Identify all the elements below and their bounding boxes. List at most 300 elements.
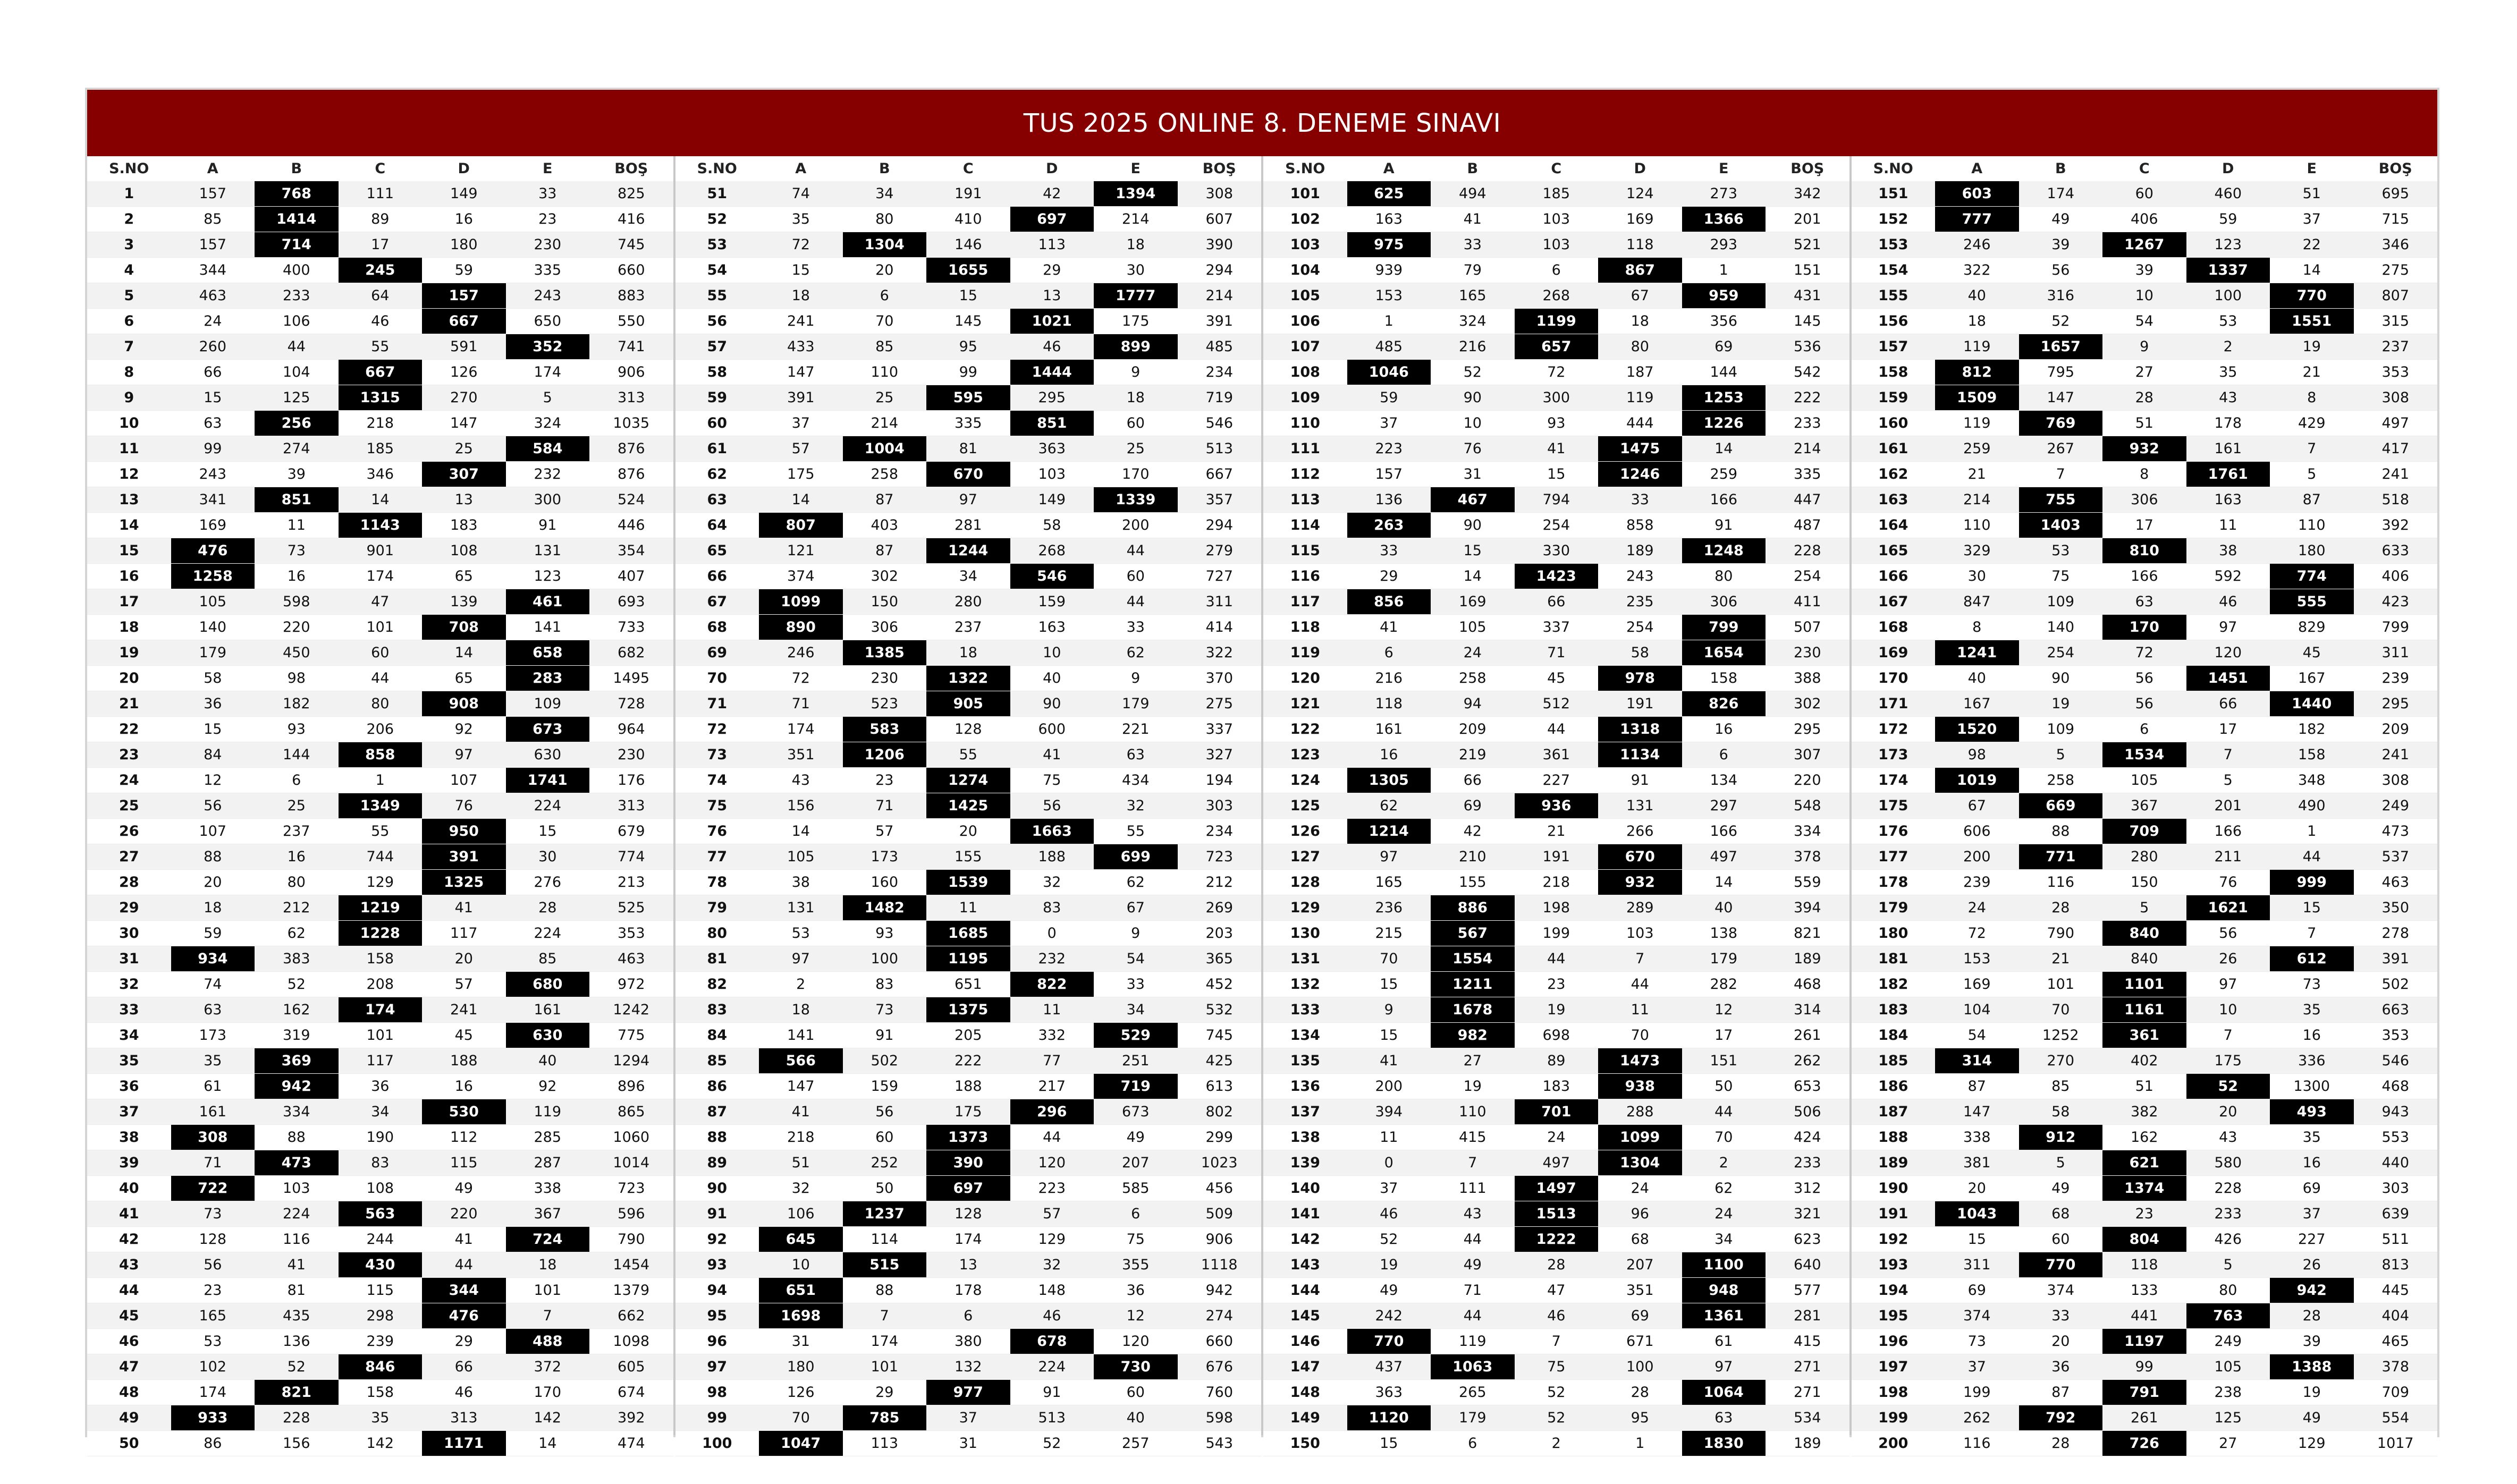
option-count-b: 383 <box>255 946 339 972</box>
option-count-b: 16 <box>255 564 339 589</box>
option-count-a: 136 <box>1347 487 1431 513</box>
table-row <box>87 691 673 717</box>
question-number: 22 <box>87 717 171 742</box>
question-number: 36 <box>87 1074 171 1099</box>
table-row <box>675 385 1262 411</box>
option-count-a: 73 <box>171 1201 255 1227</box>
option-count-d: 59 <box>422 258 506 283</box>
correct-answer-count: 1161 <box>2102 997 2186 1023</box>
question-number: 4 <box>87 258 171 283</box>
table-row <box>87 768 673 793</box>
option-count-b: 31 <box>1431 462 1515 487</box>
table-row <box>87 309 673 334</box>
option-count-d: 92 <box>422 717 506 742</box>
table-row <box>675 691 1262 717</box>
option-count-d: 41 <box>1010 742 1094 768</box>
question-number: 94 <box>675 1278 759 1303</box>
table-row <box>1852 768 2438 793</box>
option-count-c: 44 <box>1515 946 1599 972</box>
blank-count: 865 <box>589 1099 673 1125</box>
blank-count: 213 <box>589 870 673 895</box>
question-number: 125 <box>1263 793 1347 819</box>
blank-count: 354 <box>589 538 673 564</box>
option-count-a: 141 <box>759 1023 843 1048</box>
option-count-d: 69 <box>1598 1303 1682 1329</box>
option-count-c: 80 <box>339 691 423 717</box>
blank-count: 353 <box>2354 360 2438 385</box>
option-count-c: 840 <box>2102 946 2186 972</box>
option-count-b: 7 <box>843 1303 927 1329</box>
option-count-a: 62 <box>1347 793 1431 819</box>
correct-answer-count: 1315 <box>339 385 423 411</box>
option-count-e: 14 <box>1682 436 1766 462</box>
correct-answer-count: 430 <box>339 1252 423 1278</box>
option-count-d: 77 <box>1010 1048 1094 1074</box>
question-number: 180 <box>1852 921 1936 946</box>
option-count-c: 128 <box>926 1201 1010 1227</box>
option-count-d: 65 <box>422 666 506 691</box>
column-header-c: C <box>2139 160 2150 177</box>
option-count-e: 34 <box>1094 997 1178 1023</box>
correct-answer-count: 1222 <box>1515 1227 1599 1252</box>
question-number: 27 <box>87 844 171 870</box>
option-count-a: 262 <box>1935 1405 2019 1431</box>
option-count-a: 58 <box>171 666 255 691</box>
correct-answer-count: 670 <box>926 462 1010 487</box>
option-count-d: 11 <box>1010 997 1094 1023</box>
option-count-e: 33 <box>1094 615 1178 640</box>
table-row <box>1852 1023 2438 1048</box>
correct-answer-count: 932 <box>1598 870 1682 895</box>
correct-answer-count: 1657 <box>2019 334 2103 360</box>
option-count-d: 117 <box>422 921 506 946</box>
option-count-e: 200 <box>1094 513 1178 538</box>
correct-answer-count: 1373 <box>926 1125 1010 1150</box>
blank-count: 194 <box>1178 768 1262 793</box>
correct-answer-count: 308 <box>171 1125 255 1150</box>
table-row <box>1852 1125 2438 1150</box>
option-count-a: 15 <box>1347 1431 1431 1456</box>
correct-answer-count: 799 <box>1682 615 1766 640</box>
header-row <box>87 156 673 181</box>
question-number: 133 <box>1263 997 1347 1023</box>
correct-answer-count: 977 <box>926 1380 1010 1405</box>
option-count-e: 120 <box>1094 1329 1178 1354</box>
question-number: 82 <box>675 972 759 997</box>
question-number: 119 <box>1263 640 1347 666</box>
option-count-c: 56 <box>2102 666 2186 691</box>
question-number: 108 <box>1263 360 1347 385</box>
option-count-a: 33 <box>1347 538 1431 564</box>
correct-answer-count: 999 <box>2270 870 2354 895</box>
option-count-a: 847 <box>1935 589 2019 615</box>
option-count-b: 212 <box>255 895 339 921</box>
option-count-e: 257 <box>1094 1431 1178 1456</box>
table-row <box>87 360 673 385</box>
option-count-a: 71 <box>759 691 843 717</box>
table-row <box>1263 870 1849 895</box>
column-header-bos: BOŞ <box>2378 160 2412 177</box>
question-number: 93 <box>675 1252 759 1278</box>
option-count-e: 44 <box>1682 1099 1766 1125</box>
blank-count: 876 <box>589 436 673 462</box>
option-count-c: 227 <box>1515 768 1599 793</box>
header-row <box>675 156 1262 181</box>
table-row <box>1852 207 2438 232</box>
option-count-e: 6 <box>1094 1201 1178 1227</box>
option-count-b: 233 <box>255 283 339 309</box>
option-count-d: 46 <box>422 1380 506 1405</box>
option-count-c: 18 <box>926 640 1010 666</box>
blank-count: 241 <box>2354 462 2438 487</box>
question-number: 26 <box>87 819 171 844</box>
option-count-e: 44 <box>1094 538 1178 564</box>
table-row <box>675 1278 1262 1303</box>
question-number: 182 <box>1852 972 1936 997</box>
option-count-e: 63 <box>1682 1405 1766 1431</box>
option-count-b: 106 <box>255 309 339 334</box>
option-count-d: 2 <box>2186 334 2270 360</box>
option-count-a: 121 <box>759 538 843 564</box>
option-count-d: 7 <box>1598 946 1682 972</box>
correct-answer-count: 658 <box>506 640 590 666</box>
blank-count: 416 <box>589 207 673 232</box>
blank-count: 674 <box>589 1380 673 1405</box>
option-count-d: 5 <box>2186 768 2270 793</box>
option-count-b: 144 <box>255 742 339 768</box>
option-count-d: 351 <box>1598 1278 1682 1303</box>
option-count-e: 32 <box>1094 793 1178 819</box>
question-number: 195 <box>1852 1303 1936 1329</box>
option-count-a: 36 <box>171 691 255 717</box>
option-count-a: 338 <box>1935 1125 2019 1150</box>
correct-answer-count: 1777 <box>1094 283 1178 309</box>
blank-count: 497 <box>2354 411 2438 436</box>
question-number: 128 <box>1263 870 1347 895</box>
option-count-b: 140 <box>2019 615 2103 640</box>
option-count-e: 24 <box>1682 1201 1766 1227</box>
option-count-b: 29 <box>843 1380 927 1405</box>
option-count-a: 246 <box>1935 232 2019 258</box>
correct-answer-count: 905 <box>926 691 1010 717</box>
option-count-d: 24 <box>1598 1176 1682 1201</box>
column-header-bos: BOŞ <box>1202 160 1236 177</box>
table-row <box>1263 1125 1849 1150</box>
correct-answer-count: 1830 <box>1682 1431 1766 1456</box>
option-count-e: 18 <box>1094 385 1178 411</box>
option-count-a: 128 <box>171 1227 255 1252</box>
blank-count: 417 <box>2354 436 2438 462</box>
option-count-e: 92 <box>506 1074 590 1099</box>
option-count-a: 169 <box>171 513 255 538</box>
option-count-c: 117 <box>339 1048 423 1074</box>
blank-count: 378 <box>2354 1354 2438 1380</box>
question-number: 88 <box>675 1125 759 1150</box>
blank-count: 456 <box>1178 1176 1262 1201</box>
option-count-e: 45 <box>2270 640 2354 666</box>
option-count-b: 219 <box>1431 742 1515 768</box>
option-count-c: 132 <box>926 1354 1010 1380</box>
option-count-b: 44 <box>255 334 339 360</box>
column-header-e: E <box>1130 160 1141 177</box>
blank-count: 613 <box>1178 1074 1262 1099</box>
table-body <box>1263 181 1849 1456</box>
option-count-d: 56 <box>1010 793 1094 819</box>
option-count-e: 97 <box>1682 1354 1766 1380</box>
option-count-a: 156 <box>759 793 843 819</box>
correct-answer-count: 625 <box>1347 181 1431 207</box>
blank-count: 201 <box>1766 207 1849 232</box>
option-count-a: 73 <box>1935 1329 2019 1354</box>
blank-count: 577 <box>1766 1278 1849 1303</box>
correct-answer-count: 730 <box>1094 1354 1178 1380</box>
correct-answer-count: 390 <box>926 1150 1010 1176</box>
question-number: 151 <box>1852 181 1936 207</box>
question-number: 188 <box>1852 1125 1936 1150</box>
correct-answer-count: 361 <box>2102 1023 2186 1048</box>
blank-count: 813 <box>2354 1252 2438 1278</box>
question-number: 64 <box>675 513 759 538</box>
blank-count: 271 <box>1766 1354 1849 1380</box>
table-row <box>1263 1278 1849 1303</box>
blank-count: 487 <box>1766 513 1849 538</box>
table-row <box>87 1354 673 1380</box>
option-count-b: 49 <box>1431 1252 1515 1278</box>
option-count-d: 45 <box>422 1023 506 1048</box>
blank-count: 391 <box>2354 946 2438 972</box>
question-number: 183 <box>1852 997 1936 1023</box>
option-count-e: 175 <box>1094 309 1178 334</box>
option-count-e: 35 <box>2270 1125 2354 1150</box>
table-row <box>1852 181 2438 207</box>
option-count-a: 37 <box>759 411 843 436</box>
option-count-c: 15 <box>1515 462 1599 487</box>
option-count-c: 89 <box>339 207 423 232</box>
table-row <box>87 615 673 640</box>
option-count-e: 338 <box>506 1176 590 1201</box>
table-row <box>87 436 673 462</box>
correct-answer-count: 515 <box>843 1252 927 1278</box>
option-count-a: 6 <box>1347 640 1431 666</box>
blank-count: 294 <box>1178 513 1262 538</box>
question-number: 150 <box>1263 1431 1347 1456</box>
correct-answer-count: 934 <box>171 946 255 972</box>
header-row <box>1852 156 2438 181</box>
table-row <box>1263 666 1849 691</box>
question-number: 3 <box>87 232 171 258</box>
correct-answer-count: 714 <box>255 232 339 258</box>
question-number: 152 <box>1852 207 1936 232</box>
option-count-d: 35 <box>2186 360 2270 385</box>
table-row <box>87 1431 673 1456</box>
blank-count: 230 <box>1766 640 1849 666</box>
option-count-c: 60 <box>339 640 423 666</box>
option-count-e: 50 <box>1682 1074 1766 1099</box>
option-count-a: 88 <box>171 844 255 870</box>
option-count-e: 33 <box>506 181 590 207</box>
option-count-c: 300 <box>1515 385 1599 411</box>
option-count-c: 410 <box>926 207 1010 232</box>
correct-answer-count: 1171 <box>422 1431 506 1456</box>
option-count-b: 19 <box>1431 1074 1515 1099</box>
table-row <box>1263 921 1849 946</box>
option-count-c: 37 <box>926 1405 1010 1431</box>
column-header-bos: BOŞ <box>614 160 648 177</box>
option-count-a: 29 <box>1347 564 1431 589</box>
option-count-d: 29 <box>422 1329 506 1354</box>
question-number: 116 <box>1263 564 1347 589</box>
option-count-a: 56 <box>171 793 255 819</box>
option-count-b: 15 <box>1431 538 1515 564</box>
question-number: 157 <box>1852 334 1936 360</box>
blank-count: 370 <box>1178 666 1262 691</box>
option-count-a: 119 <box>1935 334 2019 360</box>
question-number: 104 <box>1263 258 1347 283</box>
option-count-a: 246 <box>759 640 843 666</box>
option-count-c: 198 <box>1515 895 1599 921</box>
table-row <box>675 462 1262 487</box>
option-count-c: 55 <box>339 819 423 844</box>
option-count-b: 70 <box>843 309 927 334</box>
option-count-b: 85 <box>2019 1074 2103 1099</box>
correct-answer-count: 678 <box>1010 1329 1094 1354</box>
option-count-a: 74 <box>171 972 255 997</box>
correct-answer-count: 822 <box>1010 972 1094 997</box>
option-count-b: 1252 <box>2019 1023 2103 1048</box>
option-count-e: 18 <box>1094 232 1178 258</box>
question-number: 17 <box>87 589 171 615</box>
option-count-d: 0 <box>1010 921 1094 946</box>
question-number: 5 <box>87 283 171 309</box>
option-count-e: 179 <box>1094 691 1178 717</box>
option-count-c: 51 <box>2102 411 2186 436</box>
blank-count: 741 <box>589 334 673 360</box>
option-count-d: 25 <box>422 436 506 462</box>
option-count-e: 87 <box>2270 487 2354 513</box>
option-count-d: 211 <box>2186 844 2270 870</box>
option-count-c: 46 <box>1515 1303 1599 1329</box>
correct-answer-count: 1554 <box>1431 946 1515 972</box>
table-row <box>1852 1252 2438 1278</box>
option-count-a: 70 <box>1347 946 1431 972</box>
question-number: 65 <box>675 538 759 564</box>
option-count-a: 8 <box>1935 615 2019 640</box>
option-count-e: 490 <box>2270 793 2354 819</box>
blank-count: 474 <box>589 1431 673 1456</box>
option-count-d: 103 <box>1010 462 1094 487</box>
option-count-a: 236 <box>1347 895 1431 921</box>
option-count-c: 142 <box>339 1431 423 1456</box>
option-count-d: 115 <box>422 1150 506 1176</box>
correct-answer-count: 942 <box>255 1074 339 1099</box>
blank-count: 807 <box>2354 283 2438 309</box>
table-row <box>1852 1303 2438 1329</box>
question-number: 44 <box>87 1278 171 1303</box>
option-count-b: 502 <box>843 1048 927 1074</box>
question-number: 198 <box>1852 1380 1936 1405</box>
option-count-b: 60 <box>2019 1227 2103 1252</box>
table-row <box>1852 1048 2438 1074</box>
blank-count: 295 <box>1766 717 1849 742</box>
option-count-e: 131 <box>506 538 590 564</box>
blank-count: 233 <box>1766 1150 1849 1176</box>
table-row <box>87 997 673 1023</box>
correct-answer-count: 697 <box>1010 207 1094 232</box>
option-count-e: 16 <box>2270 1150 2354 1176</box>
option-count-e: 151 <box>1682 1048 1766 1074</box>
option-count-d: 243 <box>1598 564 1682 589</box>
option-count-c: 190 <box>339 1125 423 1150</box>
blank-count: 709 <box>2354 1380 2438 1405</box>
option-count-a: 14 <box>759 819 843 844</box>
question-number: 145 <box>1263 1303 1347 1329</box>
correct-answer-count: 1197 <box>2102 1329 2186 1354</box>
question-number: 71 <box>675 691 759 717</box>
blank-count: 275 <box>2354 258 2438 283</box>
option-count-c: 178 <box>926 1278 1010 1303</box>
question-number: 131 <box>1263 946 1347 972</box>
option-count-a: 71 <box>171 1150 255 1176</box>
option-count-c: 89 <box>1515 1048 1599 1074</box>
option-count-b: 119 <box>1431 1329 1515 1354</box>
question-number: 200 <box>1852 1431 1936 1456</box>
column-header-b: B <box>2055 160 2066 177</box>
question-number: 184 <box>1852 1023 1936 1048</box>
blank-count: 518 <box>2354 487 2438 513</box>
question-number: 136 <box>1263 1074 1347 1099</box>
correct-answer-count: 933 <box>171 1405 255 1431</box>
table-row <box>675 844 1262 870</box>
option-count-c: 24 <box>1515 1125 1599 1150</box>
option-count-e: 585 <box>1094 1176 1178 1201</box>
table-row <box>87 232 673 258</box>
blank-count: 269 <box>1178 895 1262 921</box>
table-row <box>1852 997 2438 1023</box>
option-count-b: 60 <box>843 1125 927 1150</box>
option-count-b: 150 <box>843 589 927 615</box>
blank-count: 507 <box>1766 615 1849 640</box>
blank-count: 1379 <box>589 1278 673 1303</box>
table-row <box>1852 283 2438 309</box>
option-count-c: 174 <box>339 564 423 589</box>
question-number: 20 <box>87 666 171 691</box>
option-count-b: 93 <box>255 717 339 742</box>
table-row <box>675 1074 1262 1099</box>
option-count-d: 254 <box>1598 615 1682 640</box>
option-count-a: 40 <box>1935 283 2019 309</box>
correct-answer-count: 1253 <box>1682 385 1766 411</box>
option-count-b: 450 <box>255 640 339 666</box>
option-count-c: 380 <box>926 1329 1010 1354</box>
option-count-b: 182 <box>255 691 339 717</box>
question-number: 69 <box>675 640 759 666</box>
option-count-d: 52 <box>1010 1431 1094 1456</box>
table-row <box>675 615 1262 640</box>
correct-answer-count: 1375 <box>926 997 1010 1023</box>
question-number: 147 <box>1263 1354 1347 1380</box>
option-count-a: 63 <box>171 411 255 436</box>
blank-count: 745 <box>1178 1023 1262 1048</box>
table-row <box>1852 844 2438 870</box>
question-number: 124 <box>1263 768 1347 793</box>
option-count-b: 93 <box>843 921 927 946</box>
option-count-a: 67 <box>1935 793 2019 819</box>
option-count-b: 50 <box>843 1176 927 1201</box>
blank-count: 233 <box>1766 411 1849 436</box>
option-count-c: 20 <box>926 819 1010 844</box>
option-count-c: 402 <box>2102 1048 2186 1074</box>
option-count-b: 5 <box>2019 1150 2103 1176</box>
